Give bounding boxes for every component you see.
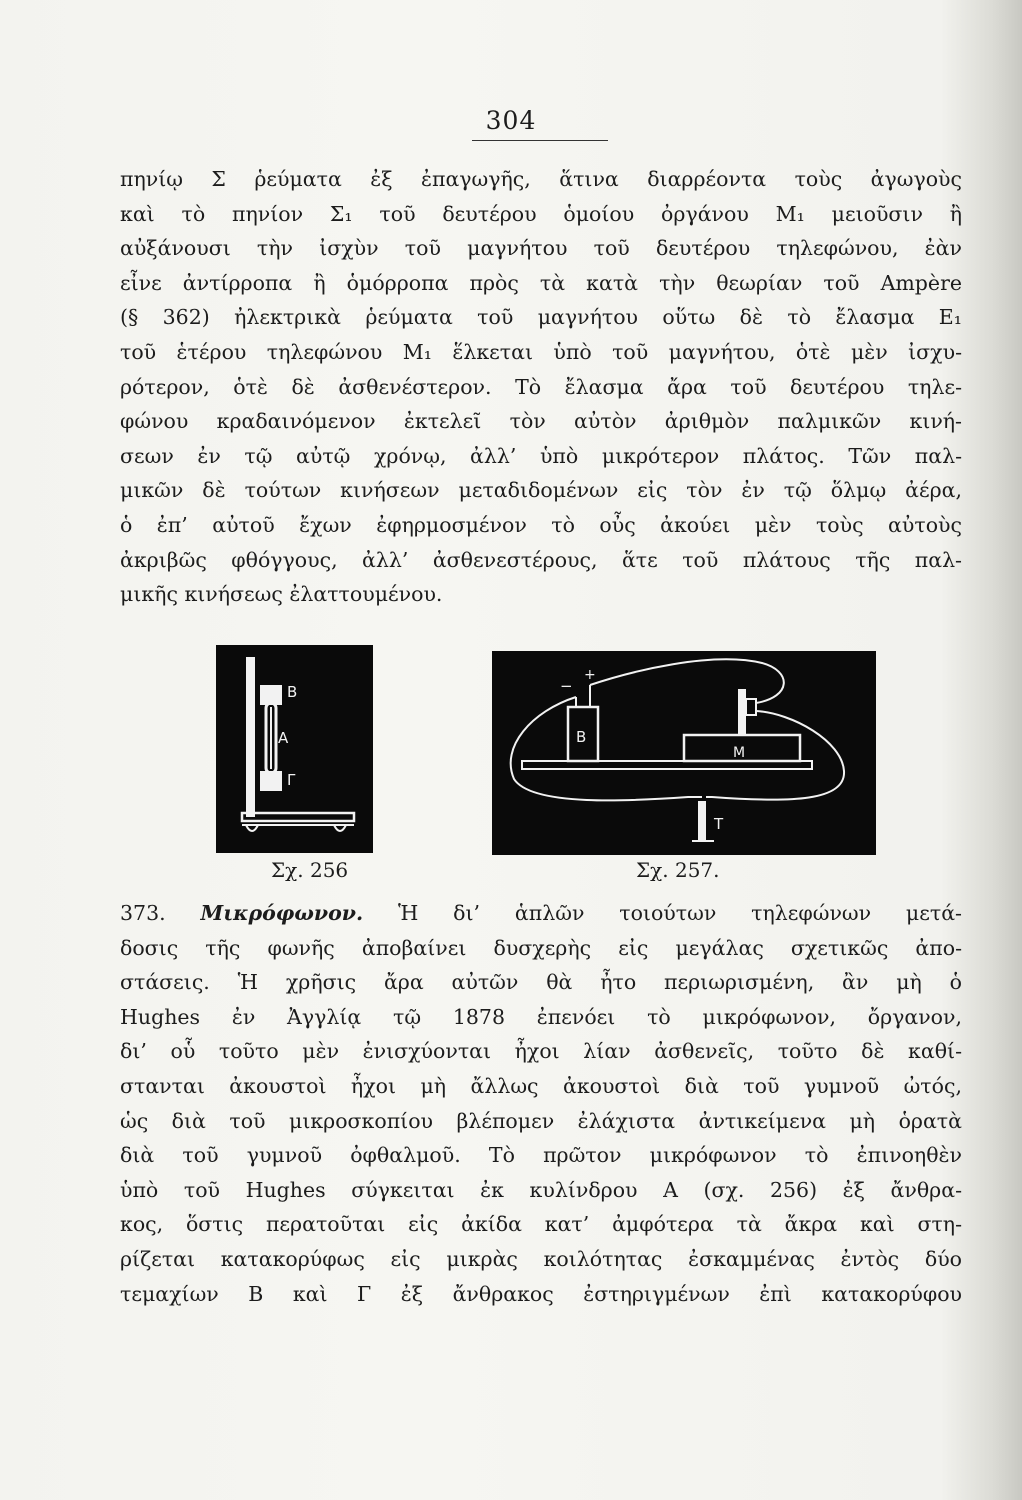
section-title: Μικρόφωνον. bbox=[200, 901, 364, 925]
label-plus: + bbox=[584, 667, 596, 683]
section-heading-line bbox=[120, 896, 962, 931]
section-373 bbox=[120, 896, 962, 1311]
vertical-board bbox=[246, 657, 255, 817]
wire-left bbox=[511, 697, 702, 800]
text-line: ὑπὸ τοῦ Hughes σύγκειται ἐκ κυλίνδρου Α (σχ. 256) ἐξ ἄνθρα- bbox=[120, 1177, 962, 1202]
label-g: Γ bbox=[287, 771, 296, 789]
label-m: Μ bbox=[733, 745, 746, 761]
text-line: μικῶν δὲ τούτων κινήσεων μεταδιδομένων εἰς τὸν ἐν τῷ ὅλμῳ ἀέρα, bbox=[120, 478, 962, 503]
label-minus: − bbox=[560, 677, 573, 695]
text-line: ὡς διὰ τοῦ μικροσκοπίου βλέπομεν ἐλάχιστα ἀντικείμενα μὴ ὁρατὰ bbox=[120, 1108, 962, 1133]
label-b: Β bbox=[287, 683, 298, 701]
circuit-diagram bbox=[492, 651, 876, 855]
microphone-diagram bbox=[216, 645, 373, 853]
text-line: Hughes ἐν Ἀγγλίᾳ τῷ 1878 ἐπενόει τὸ μικρόφωνον, ὄργανον, bbox=[120, 1004, 962, 1029]
label-t: Τ bbox=[714, 815, 724, 833]
text-line: στάσεις. Ἡ χρῆσις ἄρα αὐτῶν θὰ ἦτο περιωρισμένη, ἂν μὴ ὁ bbox=[120, 970, 962, 995]
text-line: δοσις τῆς φωνῆς ἀποβαίνει δυσχερὴς εἰς μεγάλας σχετικῶς ἀπο- bbox=[120, 935, 962, 960]
text-line: εἶνε ἀντίρροπα ἢ ὁμόρροπα πρὸς τὰ κατὰ τὴν θεωρίαν τοῦ Ampère bbox=[120, 270, 962, 295]
base-plate bbox=[242, 813, 354, 821]
telephone-t bbox=[698, 801, 706, 841]
text-line: διὰ τοῦ γυμνοῦ ὀφθαλμοῦ. Τὸ πρῶτον μικρόφωνον τὸ ἐπινοηθὲν bbox=[120, 1143, 962, 1168]
label-a: Α bbox=[278, 729, 289, 747]
text-line: δι’ οὗ τοῦτο μὲν ἐνισχύονται ἦχοι λίαν ἀσθενεῖς, τοῦτο δὲ καθί- bbox=[120, 1039, 962, 1064]
figure-257-caption: Σχ. 257. bbox=[636, 858, 720, 882]
header-rule bbox=[472, 140, 608, 141]
text-line: πηνίῳ Σ ῥεύματα ἐξ ἐπαγωγῆς, ἅτινα διαρρέοντα τοὺς ἀγωγοὺς bbox=[120, 167, 962, 191]
text-line: ὁ ἐπ’ αὐτοῦ ἔχων ἐφηρμοσμένον τὸ οὖς ἀκούει μὲν τοὺς αὐτοὺς bbox=[120, 512, 962, 537]
text-line: τεμαχίων Β καὶ Γ ἐξ ἄνθρακος ἐστηριγμένων ἐπὶ κατακορύφου bbox=[120, 1281, 962, 1306]
text-line: ρότερον, ὁτὲ δὲ ἀσθενέστερον. Τὸ ἔλασμα ἄρα τοῦ δευτέρου τηλε- bbox=[120, 374, 962, 399]
text-line: καὶ τὸ πηνίον Σ₁ τοῦ δευτέρου ὁμοίου ὀργάνου Μ₁ μειοῦσιν ἢ bbox=[120, 201, 962, 226]
label-b: Β bbox=[576, 728, 587, 746]
paragraph-continued bbox=[120, 162, 962, 612]
text-line: αὐξάνουσι τὴν ἰσχὺν τοῦ μαγνήτου τοῦ δευτέρου τηλεφώνου, ἐὰν bbox=[120, 236, 962, 261]
text-line: τοῦ ἑτέρου τηλεφώνου Μ₁ ἕλκεται ὑπὸ τοῦ μαγνήτου, ὁτὲ μὲν ἰσχυ- bbox=[120, 339, 962, 364]
figure-256-microphone bbox=[216, 645, 373, 853]
text-line: μικῆς κινήσεως ἐλαττουμένου. bbox=[120, 582, 443, 607]
figure-256-caption: Σχ. 256 bbox=[271, 858, 349, 882]
text-line: ἀκριβῶς φθόγγους, ἀλλ’ ἀσθενεστέρους, ἅτε τοῦ πλάτους τῆς παλ- bbox=[120, 547, 962, 572]
text-line: σεων ἐν τῷ αὐτῷ χρόνῳ, ἀλλ’ ὑπὸ μικρότερον πλάτος. Τῶν παλ- bbox=[120, 443, 962, 468]
text-line: στανται ἀκουστοὶ ἦχοι μὴ ἄλλως ἀκουστοὶ διὰ τοῦ γυμνοῦ ὠτός, bbox=[120, 1073, 962, 1098]
text-line: Ἡ δι’ ἁπλῶν τοιούτων τηλεφώνων μετά- bbox=[397, 901, 962, 925]
page-number: 304 bbox=[485, 106, 537, 135]
section-number: 373. bbox=[120, 901, 166, 925]
text-line: φώνου κραδαινόμενον ἐκτελεῖ τὸν αὐτὸν ἀριθμὸν παλμικῶν κινή- bbox=[120, 409, 962, 434]
wire-right bbox=[706, 711, 844, 800]
wire-top bbox=[590, 659, 784, 703]
figure-257-circuit bbox=[492, 651, 876, 855]
text-line: (§ 362) ἠλεκτρικὰ ῥεύματα τοῦ μαγνήτου οὕτω δὲ τὸ ἔλασμα Ε₁ bbox=[120, 305, 962, 330]
microphone-stand bbox=[738, 689, 746, 735]
text-line: ρίζεται κατακορύφως εἰς μικρὰς κοιλότητας ἐσκαμμένας ἐντὸς δύο bbox=[120, 1246, 962, 1271]
microphone-carbon bbox=[746, 699, 756, 715]
text-line: κος, ὅστις περατοῦται εἰς ἀκίδα κατ’ ἀμφότερα τὰ ἄκρα καὶ στη- bbox=[120, 1212, 962, 1237]
